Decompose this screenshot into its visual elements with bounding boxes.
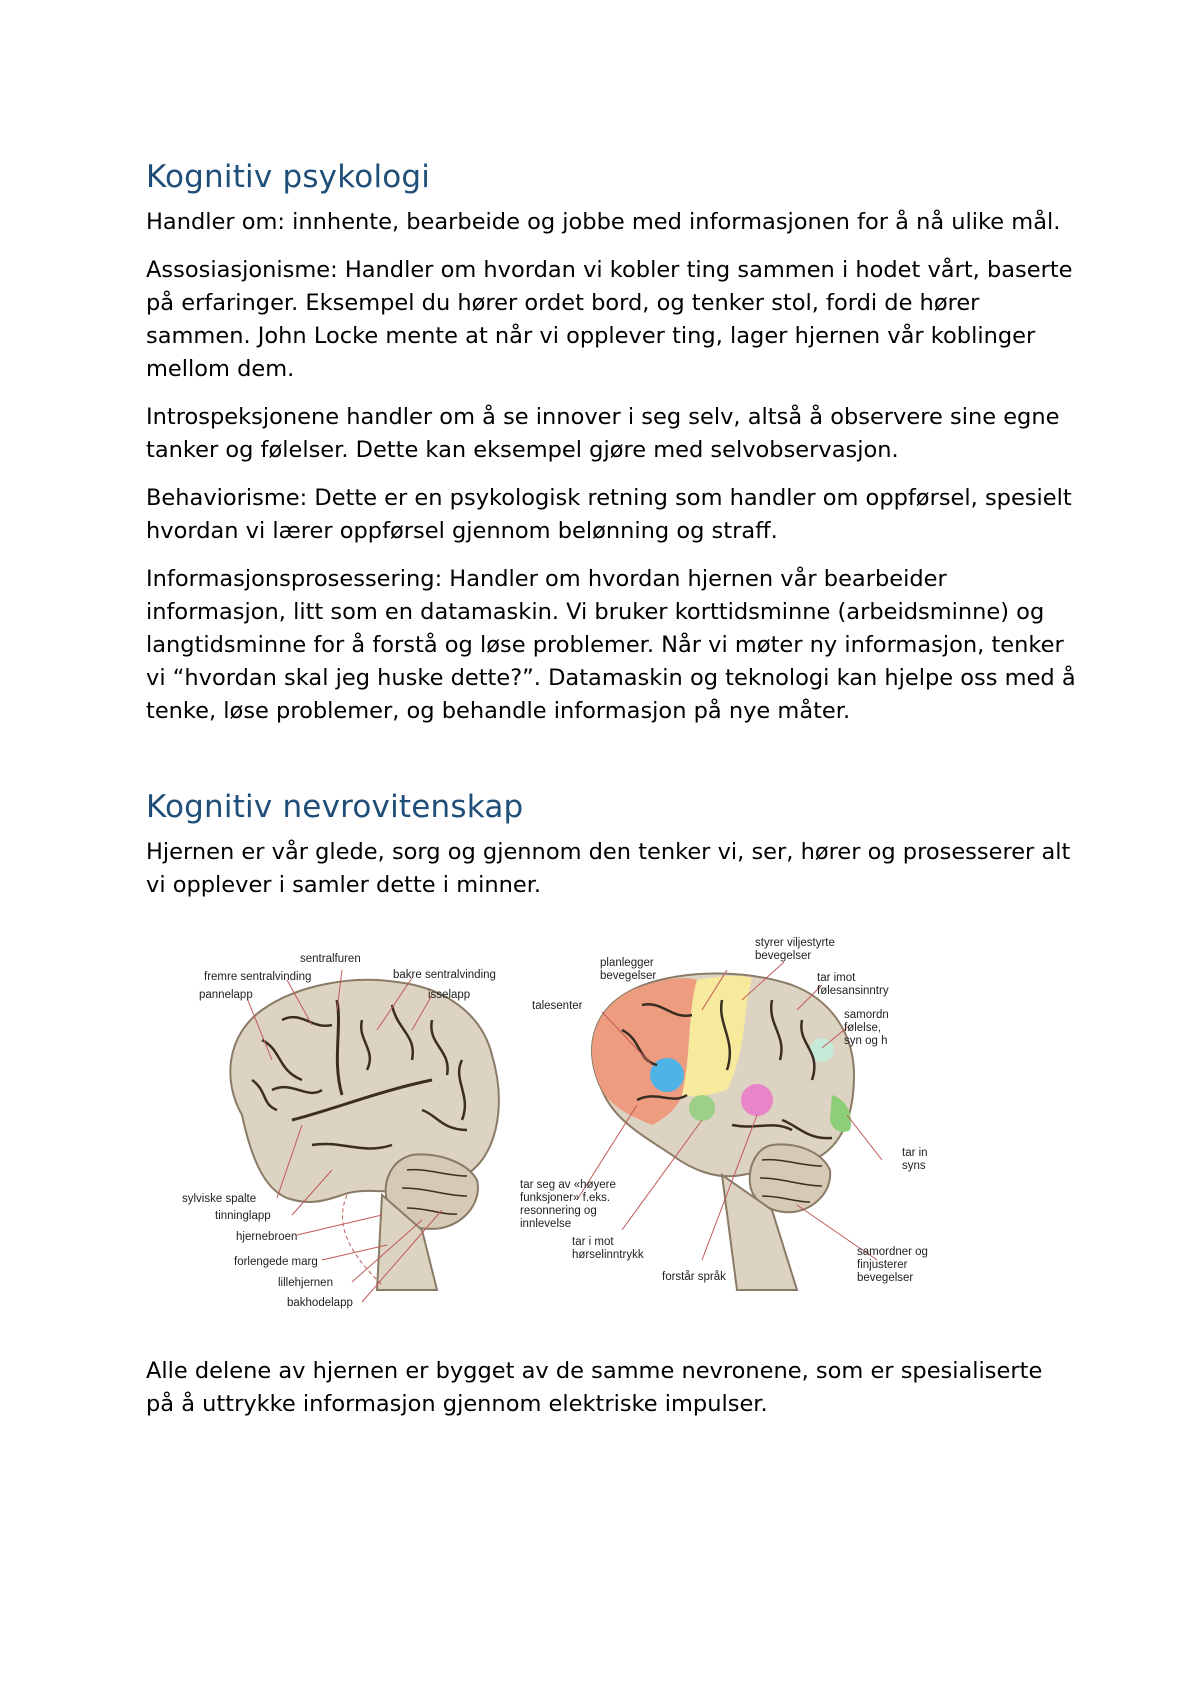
label-tar-imot-1: tar imot [817, 972, 856, 984]
label-sylviske-spalte: sylviske spalte [182, 1193, 257, 1205]
label-horsel-1: tar i mot [572, 1236, 614, 1248]
document-content [146, 158, 1076, 1436]
brain-lateral-lobes [230, 980, 499, 1290]
label-samordner-3: bevegelser [857, 1272, 914, 1284]
label-sentralfuren: sentralfuren [300, 953, 361, 965]
label-planlegger-2: bevegelser [600, 970, 657, 982]
label-samordner-2: finjusterer [857, 1259, 908, 1271]
heading-kognitiv-nevrovitenskap: Kognitiv nevrovitenskap [146, 789, 524, 825]
label-forstar-sprak: forstår språk [662, 1271, 726, 1283]
label-hoyere-4: innlevelse [520, 1218, 572, 1230]
label-hjernebroen: hjernebroen [236, 1231, 298, 1243]
paragraph-assosiasjonisme: Assosiasjonisme: Handler om hvordan vi kobler ting sammen i hodet vårt, baserte på erfaringer. Eksempel du hører ordet bord, og tenker stol, fordi de hører sammen. John Locke mente at når vi opplever ting, lager hjernen vår koblinger mellom dem. [146, 257, 1073, 382]
label-styrer-1: styrer viljestyrte [755, 937, 835, 949]
label-bakhodelapp: bakhodelapp [287, 1297, 353, 1309]
label-samordn-3: syn og h [844, 1035, 888, 1047]
brain-figure [182, 930, 942, 1335]
label-forlengede-marg: forlengede marg [234, 1256, 318, 1268]
heading-kognitiv-psykologi: Kognitiv psykologi [146, 159, 431, 195]
label-bakre-sentralvinding: bakre sentralvinding [393, 969, 496, 981]
label-talesenter: talesenter [532, 1000, 583, 1012]
label-fremre-sentralvinding: fremre sentralvinding [204, 971, 312, 983]
label-lillehjernen: lillehjernen [278, 1277, 333, 1289]
label-pannelapp: pannelapp [199, 989, 253, 1001]
label-tar-imot-2: følesansinntry [817, 985, 889, 997]
label-horsel-2: hørselinntrykk [572, 1249, 644, 1261]
label-samordner-1: samordner og [857, 1246, 928, 1258]
paragraph-hjernen-intro: Hjernen er vår glede, sorg og gjennom den tenker vi, ser, hører og prosesserer alt vi opplever i samler dette i minner. [146, 839, 1071, 898]
label-tinninglapp: tinninglapp [215, 1210, 271, 1222]
label-hoyere-3: resonnering og [520, 1205, 597, 1217]
brain-functional-areas [592, 974, 854, 1290]
label-tar-in-2: syns [902, 1160, 926, 1172]
paragraph-informasjonsprosessering: Informasjonsprosessering: Handler om hvordan hjernen vår bearbeider informasjon, litt som en datamaskin. Vi bruker korttidsminne (arbeidsminne) og langtidsminne for å forstå og løse problemer. Når vi møter ny informasjon, tenker vi “hvordan skal jeg huske dette?”. Datamaskin og teknologi kan hjelpe oss med å tenke, løse problemer, og behandle informasjon på nye måter. [146, 566, 1076, 724]
paragraph-nevroner: Alle delene av hjernen er bygget av de samme nevronene, som er spesialiserte på å uttrykke informasjon gjennom elektriske impulser. [146, 1358, 1043, 1417]
paragraph-handler-om: Handler om: innhente, bearbeide og jobbe med informasjonen for å nå ulike mål. [146, 209, 1061, 235]
paragraph-behaviorisme: Behaviorisme: Dette er en psykologisk retning som handler om oppførsel, spesielt hvordan vi lærer oppførsel gjennom belønning og straff. [146, 485, 1072, 544]
label-hoyere-1: tar seg av «høyere [520, 1179, 616, 1191]
brain-diagrams [182, 930, 942, 1335]
label-planlegger-1: planlegger [600, 957, 654, 969]
label-samordn-2: følelse, [844, 1022, 882, 1034]
label-styrer-2: bevegelser [755, 950, 812, 962]
label-hoyere-2: funksjoner» f.eks. [520, 1192, 611, 1204]
label-samordn-1: samordn [844, 1009, 889, 1021]
label-tar-in-1: tar in [902, 1147, 928, 1159]
paragraph-introspeksjon: Introspeksjonene handler om å se innover i seg selv, altså å observere sine egne tanker og følelser. Dette kan eksempel gjøre med selvobservasjon. [146, 404, 1060, 463]
label-isselapp: isselapp [428, 989, 471, 1001]
